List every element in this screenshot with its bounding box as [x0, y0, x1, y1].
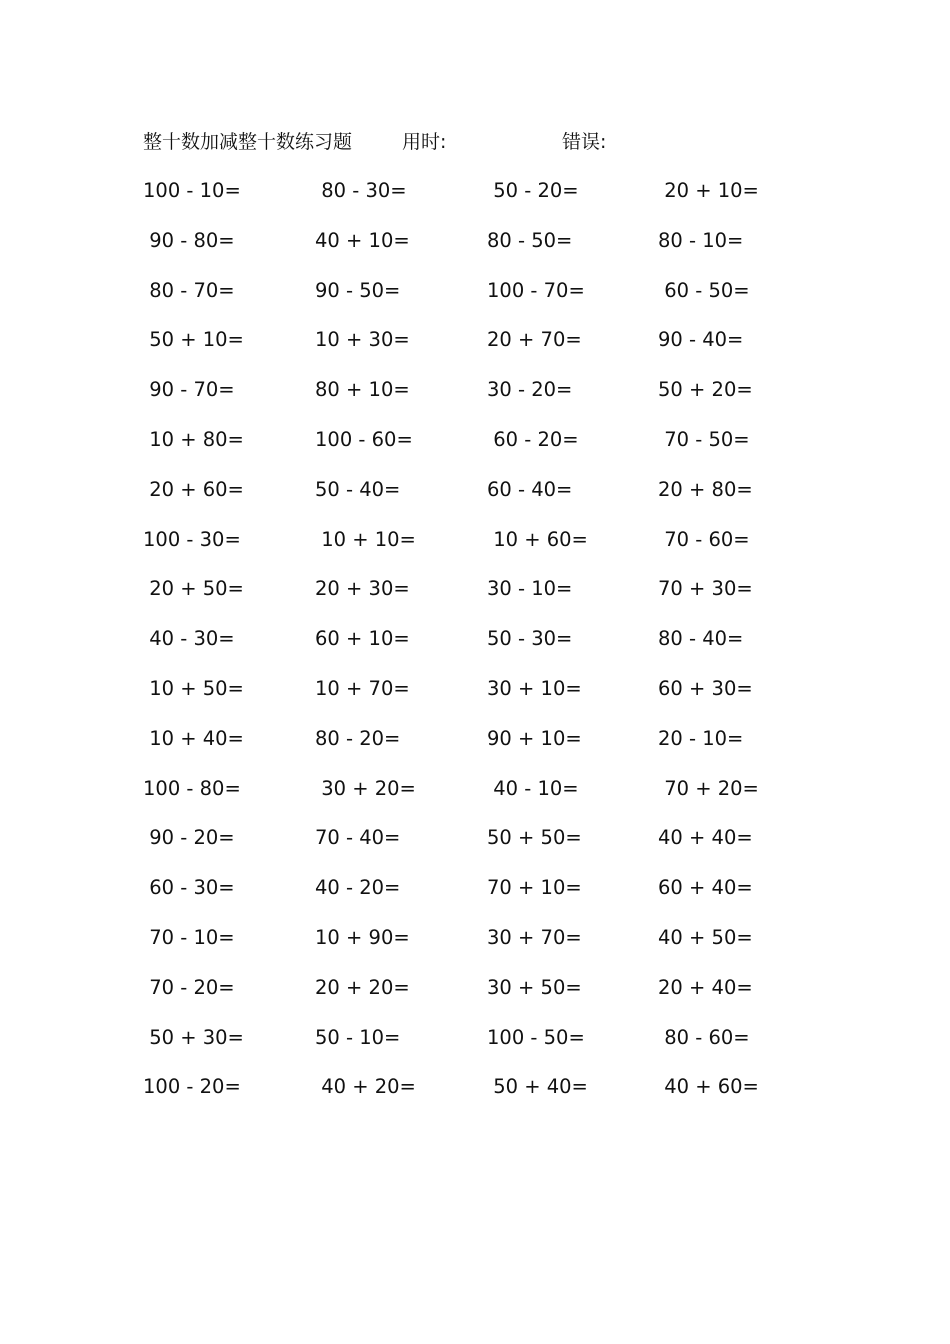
problem-row [0, 621, 950, 671]
math-problem: 10 + 90= [315, 925, 410, 949]
math-problem: 50 + 50= [487, 826, 582, 850]
math-problem: 100 - 80= [143, 776, 241, 800]
math-problem: 60 + 30= [658, 676, 753, 700]
math-problem: 100 - 30= [143, 527, 241, 551]
math-problem: 60 - 30= [143, 876, 235, 900]
math-problem: 80 - 30= [315, 179, 407, 202]
math-problem: 10 + 70= [315, 676, 410, 700]
problem-row [0, 970, 950, 1020]
problem-row [0, 820, 950, 870]
math-problem: 90 - 20= [143, 826, 235, 850]
math-problem: 30 + 10= [487, 676, 582, 700]
problem-row [0, 870, 950, 920]
math-problem: 30 - 20= [487, 378, 573, 402]
problem-row [0, 1069, 950, 1119]
errors-label: 错误: [562, 131, 607, 153]
math-problem: 60 - 50= [658, 278, 750, 302]
math-problem: 60 + 10= [315, 627, 410, 651]
math-problem: 90 - 50= [315, 278, 401, 302]
math-problem: 80 - 60= [658, 1025, 750, 1049]
math-problem: 90 + 10= [487, 726, 582, 750]
math-problem: 50 - 40= [315, 477, 401, 501]
math-problem: 20 + 30= [315, 577, 410, 601]
worksheet-title: 整十数加减整十数练习题 [143, 131, 353, 153]
math-problem: 10 + 80= [143, 427, 244, 451]
math-problem: 90 - 80= [143, 228, 235, 252]
problem-row [0, 472, 950, 522]
math-problem: 30 + 70= [487, 925, 582, 949]
math-problem: 60 - 20= [487, 427, 579, 451]
math-problem: 100 - 70= [487, 278, 585, 302]
math-problem: 50 - 20= [487, 179, 579, 202]
time-used-label: 用时: [402, 131, 447, 153]
math-problem: 10 + 50= [143, 676, 244, 700]
math-problem: 70 - 40= [315, 826, 401, 850]
problem-row [0, 1020, 950, 1070]
math-problem: 100 - 50= [487, 1025, 585, 1049]
math-problem: 70 - 50= [658, 427, 750, 451]
math-problem: 100 - 20= [143, 1075, 241, 1099]
problem-row [0, 920, 950, 970]
math-problem: 20 + 50= [143, 577, 244, 601]
math-problem: 10 + 40= [143, 726, 244, 750]
math-problem: 40 + 60= [658, 1075, 759, 1099]
math-problem: 70 + 10= [487, 876, 582, 900]
math-problem: 60 - 40= [487, 477, 573, 501]
math-problem: 70 - 60= [658, 527, 750, 551]
math-problem: 80 + 10= [315, 378, 410, 402]
problem-row [0, 223, 950, 273]
problem-row [0, 571, 950, 621]
math-problem: 20 + 10= [658, 179, 759, 202]
problem-row [0, 173, 950, 223]
math-problem: 50 - 10= [315, 1025, 401, 1049]
math-problem: 20 + 20= [315, 975, 410, 999]
math-problem: 40 + 20= [315, 1075, 416, 1099]
math-problem: 80 - 10= [658, 228, 744, 252]
problem-grid [0, 173, 950, 1119]
math-problem: 20 + 60= [143, 477, 244, 501]
math-problem: 100 - 10= [143, 179, 241, 202]
math-problem: 90 - 40= [658, 328, 744, 352]
math-problem: 80 - 70= [143, 278, 235, 302]
problem-row [0, 771, 950, 821]
math-problem: 40 - 20= [315, 876, 401, 900]
math-problem: 100 - 60= [315, 427, 413, 451]
math-problem: 30 + 50= [487, 975, 582, 999]
math-problem: 10 + 60= [487, 527, 588, 551]
math-problem: 80 - 40= [658, 627, 744, 651]
worksheet-header [0, 128, 950, 156]
problem-row [0, 671, 950, 721]
problem-row [0, 372, 950, 422]
math-problem: 90 - 70= [143, 378, 235, 402]
math-problem: 50 + 30= [143, 1025, 244, 1049]
problem-row [0, 522, 950, 572]
problem-row [0, 322, 950, 372]
math-problem: 40 - 30= [143, 627, 235, 651]
math-problem: 20 + 70= [487, 328, 582, 352]
math-problem: 50 + 10= [143, 328, 244, 352]
math-problem: 60 + 40= [658, 876, 753, 900]
problem-row [0, 273, 950, 323]
math-problem: 20 - 10= [658, 726, 744, 750]
math-problem: 30 + 20= [315, 776, 416, 800]
problem-row [0, 422, 950, 472]
math-problem: 50 + 40= [487, 1075, 588, 1099]
math-problem: 70 - 10= [143, 925, 235, 949]
math-problem: 70 + 30= [658, 577, 753, 601]
math-problem: 40 + 10= [315, 228, 410, 252]
problem-row [0, 721, 950, 771]
math-problem: 40 + 40= [658, 826, 753, 850]
math-problem: 80 - 50= [487, 228, 573, 252]
math-problem: 20 + 40= [658, 975, 753, 999]
math-problem: 50 - 30= [487, 627, 573, 651]
math-problem: 50 + 20= [658, 378, 753, 402]
math-problem: 10 + 30= [315, 328, 410, 352]
math-problem: 30 - 10= [487, 577, 573, 601]
math-problem: 40 + 50= [658, 925, 753, 949]
math-problem: 40 - 10= [487, 776, 579, 800]
math-problem: 70 - 20= [143, 975, 235, 999]
math-problem: 70 + 20= [658, 776, 759, 800]
math-problem: 10 + 10= [315, 527, 416, 551]
math-problem: 80 - 20= [315, 726, 401, 750]
math-problem: 20 + 80= [658, 477, 753, 501]
